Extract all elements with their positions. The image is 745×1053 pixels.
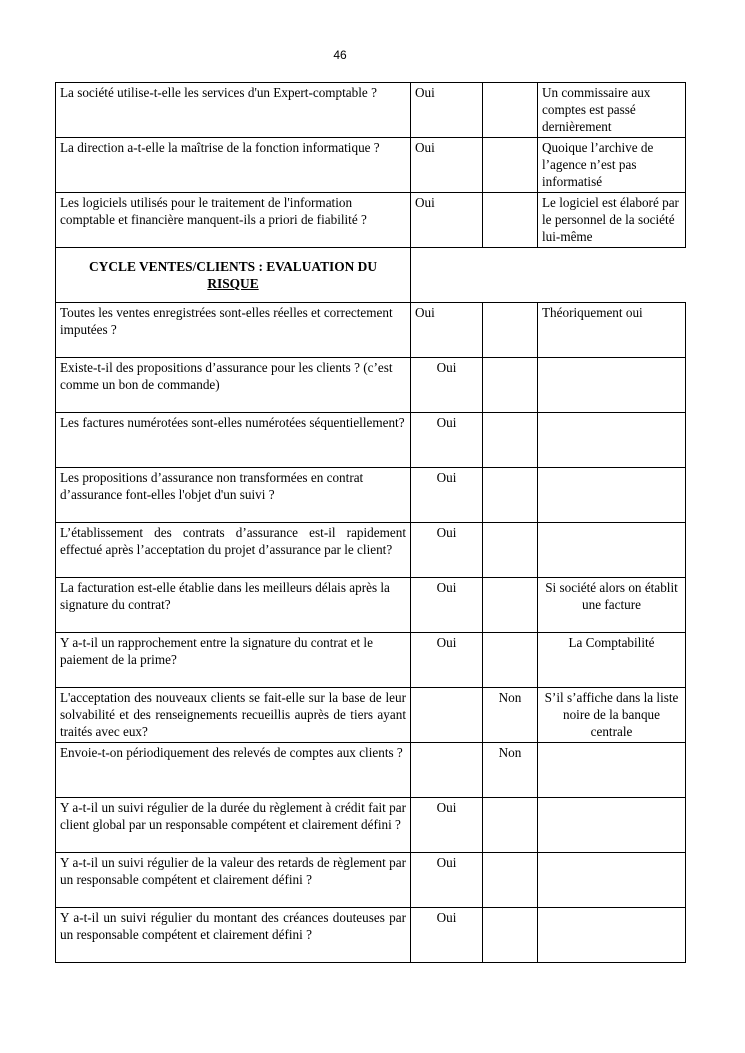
- table-row: [56, 83, 686, 138]
- table-row: [56, 468, 686, 523]
- non-cell: [483, 303, 538, 358]
- oui-cell: [411, 743, 483, 798]
- non-cell: [483, 523, 538, 578]
- questionnaire-table: [55, 82, 686, 963]
- non-cell: [483, 908, 538, 963]
- oui-cell: Oui: [411, 578, 483, 633]
- non-cell: [483, 193, 538, 248]
- table-row: [56, 138, 686, 193]
- non-cell: [483, 83, 538, 138]
- observation-cell: Quoique l’archive de l’agence n’est pas informatisé: [538, 138, 686, 193]
- oui-cell: Oui: [411, 523, 483, 578]
- question-cell: Les factures numérotées sont-elles numérotées séquentiellement?: [56, 413, 411, 468]
- non-cell: Non: [483, 688, 538, 743]
- oui-cell: Oui: [411, 303, 483, 358]
- observation-cell: Si société alors on établit une facture: [538, 578, 686, 633]
- table-row: [56, 358, 686, 413]
- question-cell: La facturation est-elle établie dans les meilleurs délais après la signature du contrat?: [56, 578, 411, 633]
- observation-cell: [538, 798, 686, 853]
- question-cell: Y a-t-il un suivi régulier de la durée du règlement à crédit fait par client global par un responsable compétent et clairement défini ?: [56, 798, 411, 853]
- question-cell: Envoie-t-on périodiquement des relevés de comptes aux clients ?: [56, 743, 411, 798]
- question-cell: Existe-t-il des propositions d’assurance pour les clients ? (c’est comme un bon de commande): [56, 358, 411, 413]
- observation-cell: Un commissaire aux comptes est passé dernièrement: [538, 83, 686, 138]
- question-cell: La direction a-t-elle la maîtrise de la fonction informatique ?: [56, 138, 411, 193]
- question-cell: Y a-t-il un suivi régulier du montant des créances douteuses par un responsable compétent et clairement défini ?: [56, 908, 411, 963]
- non-cell: [483, 138, 538, 193]
- observation-cell: [538, 908, 686, 963]
- oui-cell: Oui: [411, 468, 483, 523]
- oui-cell: Oui: [411, 138, 483, 193]
- table-row: [56, 193, 686, 248]
- table-row: [56, 743, 686, 798]
- question-cell: Y a-t-il un suivi régulier de la valeur des retards de règlement par un responsable compétent et clairement défini ?: [56, 853, 411, 908]
- non-cell: [483, 798, 538, 853]
- non-cell: [483, 358, 538, 413]
- oui-cell: [411, 688, 483, 743]
- question-cell: L’établissement des contrats d’assurance est-il rapidement effectué après l’acceptation du projet d’assurance par le client?: [56, 523, 411, 578]
- non-cell: [483, 468, 538, 523]
- question-cell: L'acceptation des nouveaux clients se fait-elle sur la base de leur solvabilité et des renseignements recueillis auprès de tiers ayant traités avec eux?: [56, 688, 411, 743]
- observation-cell: [538, 468, 686, 523]
- non-cell: [483, 853, 538, 908]
- oui-cell: Oui: [411, 633, 483, 688]
- question-cell: Toutes les ventes enregistrées sont-elles réelles et correctement imputées ?: [56, 303, 411, 358]
- observation-cell: S’il s’affiche dans la liste noire de la banque centrale: [538, 688, 686, 743]
- question-cell: Y a-t-il un rapprochement entre la signature du contrat et le paiement de la prime?: [56, 633, 411, 688]
- table-row: [56, 908, 686, 963]
- table-row: [56, 578, 686, 633]
- observation-cell: Théoriquement oui: [538, 303, 686, 358]
- table-row: [56, 853, 686, 908]
- non-cell: [483, 413, 538, 468]
- observation-cell: [538, 743, 686, 798]
- observation-cell: [538, 358, 686, 413]
- oui-cell: Oui: [411, 358, 483, 413]
- section-blank: [411, 248, 686, 303]
- table-row: [56, 798, 686, 853]
- table-row: [56, 633, 686, 688]
- observation-cell: [538, 853, 686, 908]
- oui-cell: Oui: [411, 798, 483, 853]
- page-number: 46: [333, 48, 347, 62]
- oui-cell: Oui: [411, 193, 483, 248]
- table-row: [56, 303, 686, 358]
- section-header-row: [56, 248, 686, 303]
- observation-cell: Le logiciel est élaboré par le personnel de la société lui-même: [538, 193, 686, 248]
- section-title-line2: RISQUE: [207, 276, 259, 291]
- oui-cell: Oui: [411, 83, 483, 138]
- table-row: [56, 688, 686, 743]
- oui-cell: Oui: [411, 908, 483, 963]
- non-cell: [483, 578, 538, 633]
- question-cell: Les logiciels utilisés pour le traitement de l'information comptable et financière manquent-ils a priori de fiabilité ?: [56, 193, 411, 248]
- observation-cell: [538, 413, 686, 468]
- question-cell: Les propositions d’assurance non transformées en contrat d’assurance font-elles l'objet d'un suivi ?: [56, 468, 411, 523]
- observation-cell: La Comptabilité: [538, 633, 686, 688]
- non-cell: [483, 633, 538, 688]
- section-title: [56, 248, 411, 303]
- non-cell: Non: [483, 743, 538, 798]
- observation-cell: [538, 523, 686, 578]
- oui-cell: Oui: [411, 853, 483, 908]
- oui-cell: Oui: [411, 413, 483, 468]
- section-title-line1: CYCLE VENTES/CLIENTS : EVALUATION DU: [89, 259, 377, 274]
- table-row: [56, 413, 686, 468]
- question-cell: La société utilise-t-elle les services d'un Expert-comptable ?: [56, 83, 411, 138]
- table-row: [56, 523, 686, 578]
